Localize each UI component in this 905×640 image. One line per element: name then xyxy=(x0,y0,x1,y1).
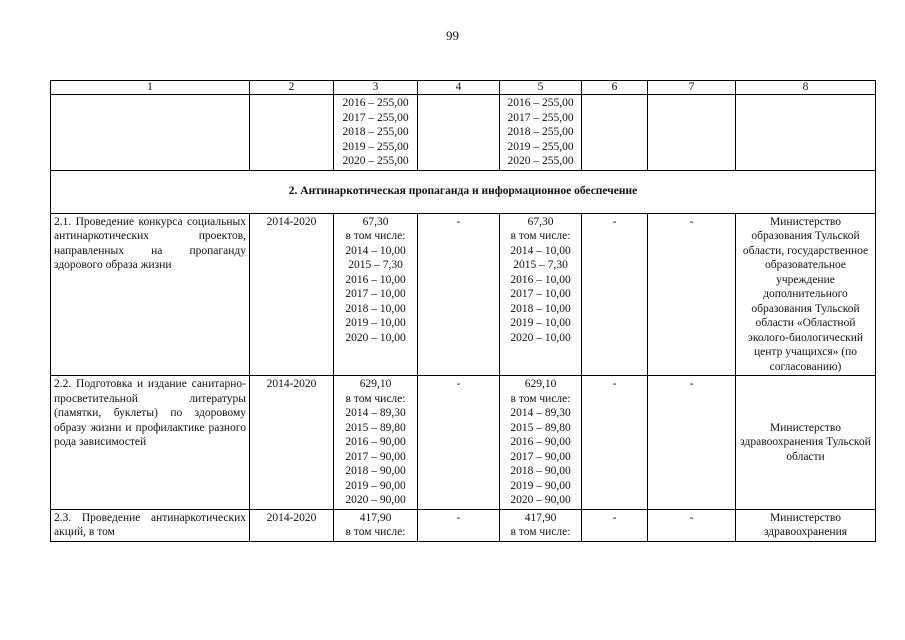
cell-funding-other: - xyxy=(648,213,736,376)
section-title: 2. Антинаркотическая пропаганда и информационное обеспечение xyxy=(51,170,876,213)
funding-line: в том числе: xyxy=(510,526,571,538)
funding-line: 2019 – 90,00 xyxy=(510,479,571,492)
funding-line: 2018 – 90,00 xyxy=(510,465,571,477)
column-header: 7 xyxy=(648,81,736,95)
column-header: 6 xyxy=(582,81,648,95)
funding-line: 2019 – 90,00 xyxy=(345,479,406,492)
cell-funding-other: - xyxy=(648,376,736,510)
funding-line: 67,30 xyxy=(527,215,554,228)
funding-line: 2017 – 255,00 xyxy=(507,111,574,124)
cell-activity: 2.2. Подготовка и издание санитарно-просветительной литературы (памятки, буклеты) по здоровому образу жизни и профилактике разного рода зависимостей xyxy=(51,376,250,510)
funding-line: 2015 – 7,30 xyxy=(348,259,403,271)
funding-line: 2019 – 255,00 xyxy=(342,140,409,153)
cell-executor: Министерство образования Тульской области, государственное образовательное учреждение дополнительного образования Тульской области «Областной эколого-биологический центр учащихся» (по согласованию) xyxy=(736,213,876,376)
funding-line: в том числе: xyxy=(510,392,571,405)
funding-line: 2018 – 255,00 xyxy=(342,126,409,138)
funding-line: 2017 – 10,00 xyxy=(510,288,571,300)
funding-line: 2016 – 10,00 xyxy=(510,273,571,286)
funding-line: 2017 – 255,00 xyxy=(342,111,409,124)
funding-line: 2020 – 90,00 xyxy=(345,494,406,506)
cell-executor: Министерство здравоохранения Тульской области xyxy=(736,376,876,510)
funding-line: 417,90 xyxy=(359,511,392,524)
cell-funding-federal: - xyxy=(418,376,500,510)
funding-line: в том числе: xyxy=(510,230,571,242)
funding-line: 2020 – 90,00 xyxy=(510,494,571,506)
funding-line: 2020 – 10,00 xyxy=(510,331,571,344)
cell-funding-federal: - xyxy=(418,509,500,541)
table-row xyxy=(51,95,876,171)
program-table xyxy=(50,80,876,542)
funding-line: 2016 – 255,00 xyxy=(507,97,574,109)
funding-line: 2018 – 255,00 xyxy=(507,126,574,138)
funding-line: 2020 – 255,00 xyxy=(507,155,574,167)
funding-line: 2018 – 10,00 xyxy=(345,302,406,315)
cell-funding-federal: - xyxy=(418,213,500,376)
funding-line: 2016 – 255,00 xyxy=(342,97,409,109)
funding-line: в том числе: xyxy=(345,230,406,242)
cell-funding-local: - xyxy=(582,213,648,376)
funding-line: 2018 – 90,00 xyxy=(345,465,406,477)
table-row xyxy=(51,213,876,376)
funding-line: 2019 – 255,00 xyxy=(507,140,574,153)
funding-line: 2017 – 90,00 xyxy=(345,450,406,463)
cell-funding-regional xyxy=(500,376,582,510)
cell-period: 2014-2020 xyxy=(250,213,334,376)
funding-line: 2015 – 89,80 xyxy=(345,421,406,434)
cell-funding-total xyxy=(334,95,418,171)
funding-line: 2014 – 10,00 xyxy=(510,244,571,257)
funding-line: 2017 – 90,00 xyxy=(510,450,571,463)
column-header: 8 xyxy=(736,81,876,95)
cell-funding-total xyxy=(334,509,418,541)
section-row xyxy=(51,170,876,213)
cell-activity: 2.1. Проведение конкурса социальных антинаркотических проектов, направленных на пропаганду здорового образа жизни xyxy=(51,213,250,376)
funding-line: 2016 – 10,00 xyxy=(345,273,406,286)
funding-line: 2014 – 10,00 xyxy=(345,244,406,257)
cell-funding-regional xyxy=(500,95,582,171)
funding-line: 2016 – 90,00 xyxy=(345,436,406,448)
cell-funding-local: - xyxy=(582,509,648,541)
funding-line: 2014 – 89,30 xyxy=(510,407,571,419)
cell-funding-other: - xyxy=(648,509,736,541)
cell-funding-regional xyxy=(500,509,582,541)
funding-line: 2015 – 89,80 xyxy=(510,421,571,434)
table-row xyxy=(51,376,876,510)
page-number: 99 xyxy=(446,28,459,43)
funding-line: 629,10 xyxy=(359,378,392,390)
column-header: 4 xyxy=(418,81,500,95)
cell-funding-total xyxy=(334,213,418,376)
column-header: 1 xyxy=(51,81,250,95)
funding-line: 629,10 xyxy=(524,378,557,390)
cell-executor: Министерство здравоохранения xyxy=(736,509,876,541)
cell-period: 2014-2020 xyxy=(250,509,334,541)
cell-funding-local: - xyxy=(582,376,648,510)
funding-line: 2020 – 10,00 xyxy=(345,331,406,344)
funding-line: 2019 – 10,00 xyxy=(345,317,406,329)
funding-line: в том числе: xyxy=(345,392,406,405)
funding-line: в том числе: xyxy=(345,526,406,538)
column-header: 2 xyxy=(250,81,334,95)
table-row xyxy=(51,509,876,541)
header-row xyxy=(51,81,876,95)
funding-line: 2017 – 10,00 xyxy=(345,288,406,300)
funding-line: 67,30 xyxy=(362,215,389,228)
funding-line: 2020 – 255,00 xyxy=(342,155,409,167)
funding-line: 417,90 xyxy=(524,511,557,524)
funding-line: 2015 – 7,30 xyxy=(513,259,568,271)
column-header: 5 xyxy=(500,81,582,95)
funding-line: 2016 – 90,00 xyxy=(510,436,571,448)
funding-line: 2018 – 10,00 xyxy=(510,302,571,315)
funding-line: 2014 – 89,30 xyxy=(345,407,406,419)
cell-activity: 2.3. Проведение антинаркотических акций, в том xyxy=(51,509,250,541)
cell-funding-total xyxy=(334,376,418,510)
cell-funding-regional xyxy=(500,213,582,376)
cell-period: 2014-2020 xyxy=(250,376,334,510)
funding-line: 2019 – 10,00 xyxy=(510,317,571,329)
column-header: 3 xyxy=(334,81,418,95)
